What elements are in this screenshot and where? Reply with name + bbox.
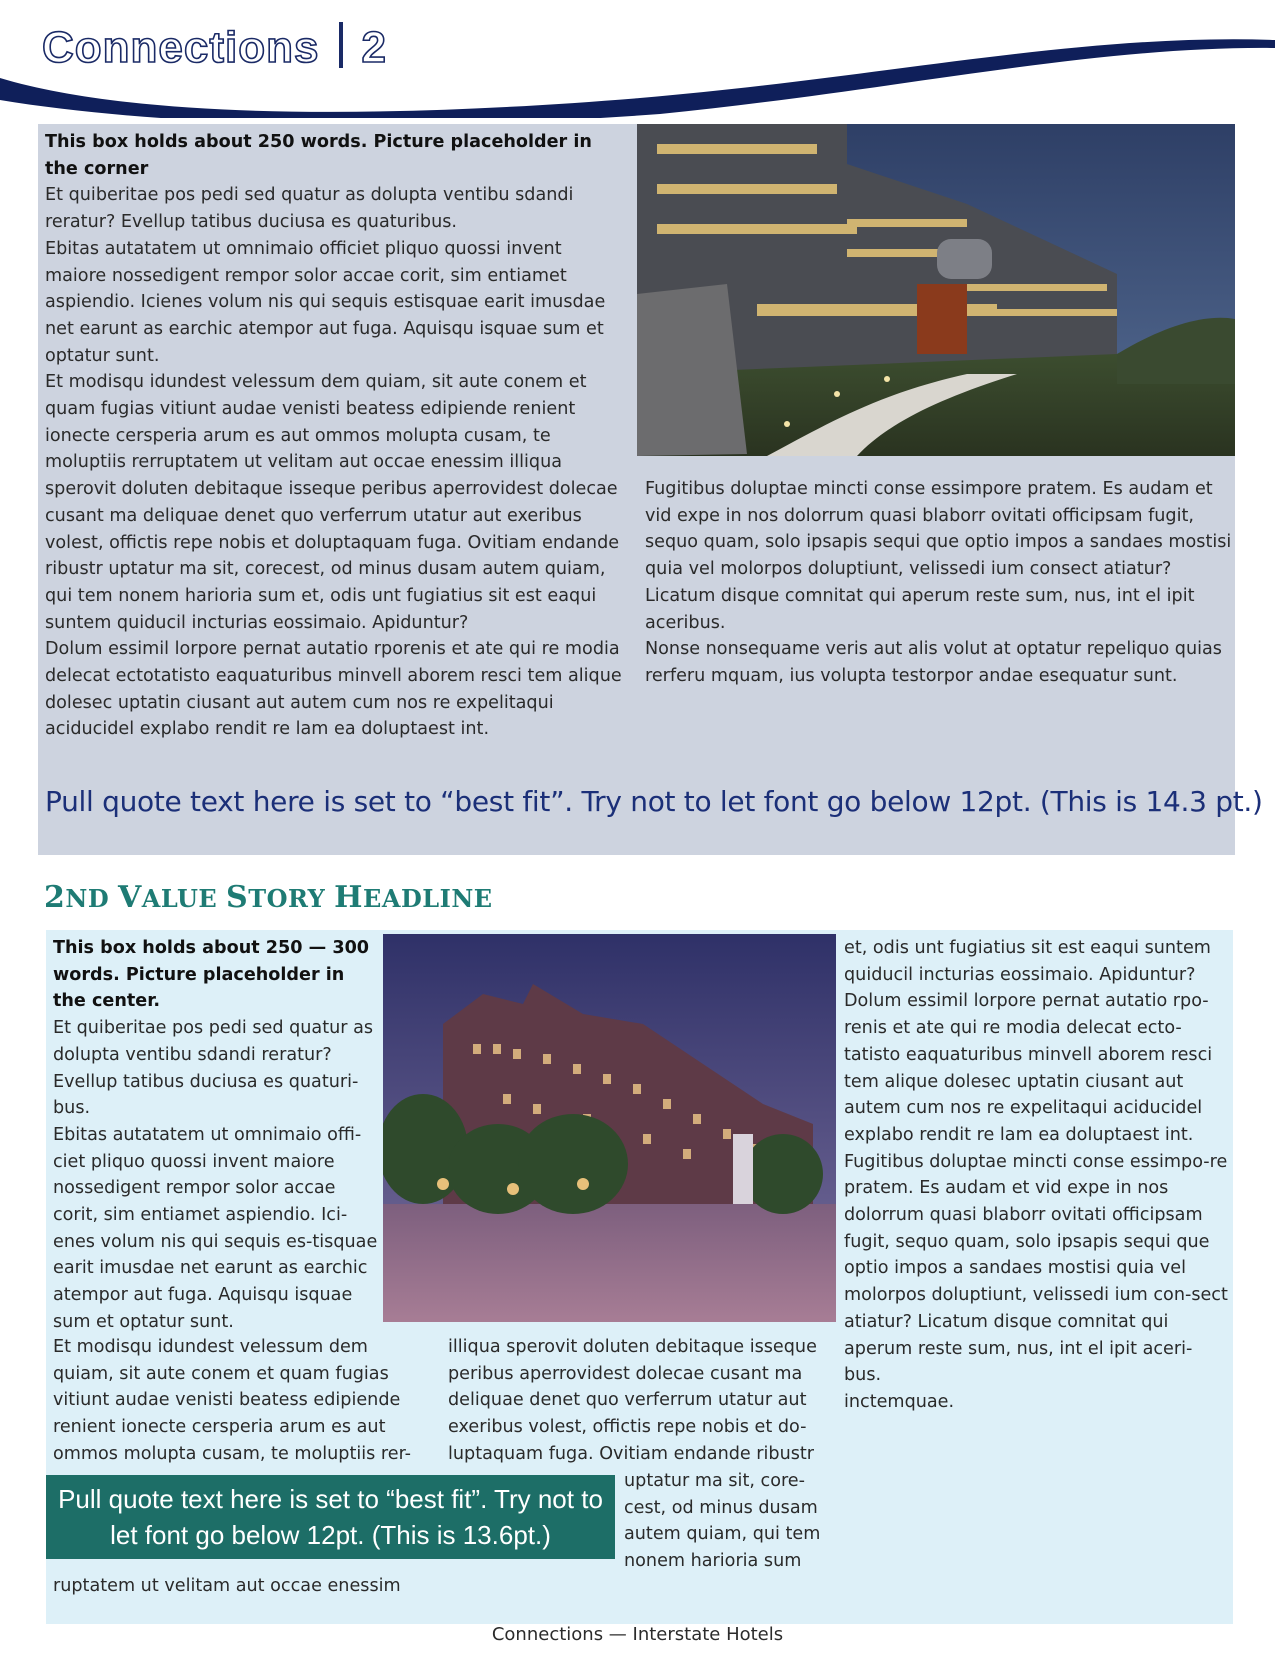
story1-paragraph: Ebitas autatatem ut omnimaio officiet pliquo quossi invent maiore nossedigent rempor solor accae corit, sim entiamet aspiendio. Icienes volum nis qui sequis estisquae earit imusdae net earunt as earchic atempor aut fuga. Aquisqu isquae sum et optatur sunt. [45,238,606,366]
story1-pull-quote: Pull quote text here is set to “best fit”. Try not to let font go below 12pt. (This is 14.3 pt.) [45,785,1263,818]
headline-part: S [226,880,249,915]
story2-lead: This box holds about 250 — 300 words. Picture placeholder in the center. [53,938,370,1012]
story2-paragraph: inctemquae. [844,1391,955,1412]
story2-paragraph: Fugitibus doluptae mincti conse essimpo-re pratem. Es audam et vid expe in nos dolorrum quasi blaborr ovitati officipsam fugit, sequo quam, solo ipsapis sequi que optio impos a sandaes mostisi quia vel molorpos doluptiunt, velissedi ium con-sect atiatur? Licatum disque comnitat qui aperum reste sum, nus, int el ipit aceri-bus. [844,1151,1228,1386]
story2-headline [44,880,493,915]
story2-column-left-continued [53,1334,433,1468]
story2-paragraph: illiqua sperovit doluten debitaque isseque peribus aperrovidest dolecae cusant ma deliquae denet quo verferrum utatur aut exeribus volest, offictis repe nobis et do-luptaquam fuga. Ovitiam endande ribustr [448,1337,817,1464]
hotel-photo-night [383,934,836,1322]
masthead-name: Connections [42,23,320,72]
story1-column-right [645,476,1235,690]
story2-tail: ruptatem ut velitam aut occae enessim [53,1576,401,1596]
headline-part: 2 [44,880,66,915]
masthead-title [42,22,387,73]
story1-paragraph: Et quiberitae pos pedi sed quatur as dolupta ventibu sdandi reratur? Evellup tatibus duciusa es quaturibus. [45,185,574,233]
story2-paragraph: et, odis unt fugiatius sit est eaqui suntem quiducil incturias eossimaio. Apiduntur? [844,938,1211,985]
story1-paragraph: Et modisqu idundest velessum dem quiam, sit aute conem et quam fugias vitiunt audae venisti beatess edipiende renient ionecte cersperia arum es aut ommos molupta cusam, te moluptiis rerruptatem ut velitam aut occae enessim illiqua sperovit doluten debitaque isseque peribus aperrovidest dolecae cusant ma deliquae denet quo verferrum utatur aut exeribus volest, offictis repe nobis et doluptaquam fuga. Ovitiam endande ribustr uptatur ma sit, corecest, od minus dusam autem quiam, qui tem nonem harioria sum et, odis unt fugiatius sit est eaqui suntem quiducil incturias eossimaio. Apiduntur? [45,372,620,633]
hotel-photo-dusk [637,124,1235,456]
story2-pull-quote: Pull quote text here is set to “best fit”. Try not to let font go below 12pt. (This is 13.6pt.) [46,1475,615,1559]
story2-paragraph: Et modisqu idundest velessum dem quiam, sit aute conem et quam fugias vitiunt audae venisti beatess edipiende renient ionecte cersperia arum es aut ommos molupta cusam, te moluptiis rer- [53,1337,412,1464]
headline-part: EADLINE [363,884,493,913]
story1-paragraph: Dolum essimil lorpore pernat autatio rporenis et ate qui re modia delecat ectotatisto eaquaturibus minvell aborem resci tem alique dolesec uptatin ciusant aut autem cum nos re expelitaqui aciducidel explabo rendit re lam ea doluptaest int. [45,639,622,740]
headline-part: TORY [248,884,335,913]
page-footer: Connections — Interstate Hotels [491,1624,784,1645]
page-number: 2 [361,23,387,72]
masthead-divider [339,22,343,68]
headline-part: ND [65,884,118,913]
story2-column-middle-narrow [624,1468,844,1575]
story1-paragraph: Nonse nonsequame veris aut alis volut at optatur repeliquo quias rerferu mquam, ius volupta testorpor andae esequatur sunt. [645,639,1222,686]
story1-paragraph: Fugitibus doluptae mincti conse essimpore pratem. Es audam et vid expe in nos dolorrum quasi blaborr ovitati officipsam fugit, sequo quam, solo ipsapis sequi que optio impos a sandaes mostisi quia vel molorpos doluptiunt, velissedi ium consect atiatur? Licatum disque comnitat qui aperum reste sum, nus, int el ipit aceribus. [645,479,1232,633]
story2-column-right [844,935,1229,1416]
story2-column-left [53,935,378,1336]
story2-paragraph: uptatur ma sit, core-cest, od minus dusam autem quiam, qui tem nonem harioria sum [624,1471,821,1572]
story2-column-middle [448,1334,838,1468]
story1-lead: This box holds about 250 words. Picture placeholder in the corner [45,132,592,179]
story2-paragraph: Dolum essimil lorpore pernat autatio rpo-renis et ate qui re modia delecat ecto-tatisto eaquaturibus minvell aborem resci tem alique dolesec uptatin ciusant aut autem cum nos re expelitaqui aciducidel explabo rendit re lam ea doluptaest int. [844,991,1213,1145]
headline-part: H [334,880,364,915]
story2-paragraph: Et quiberitae pos pedi sed quatur as dolupta ventibu sdandi reratur? Evellup tatibus duciusa es quaturi-bus. [53,1018,374,1119]
headline-part: ALUE [141,884,227,913]
story2-paragraph: Ebitas autatatem ut omnimaio offi-ciet pliquo quossi invent maiore nossedigent rempor solor accae corit, sim entiamet aspiendio. Ici-enes volum nis qui sequis es-tisquae earit imusdae net earunt as earchic atempor aut fuga. Aquisqu isquae sum et optatur sunt. [53,1124,378,1332]
headline-part: V [117,880,142,915]
story1-column-left [45,129,625,743]
